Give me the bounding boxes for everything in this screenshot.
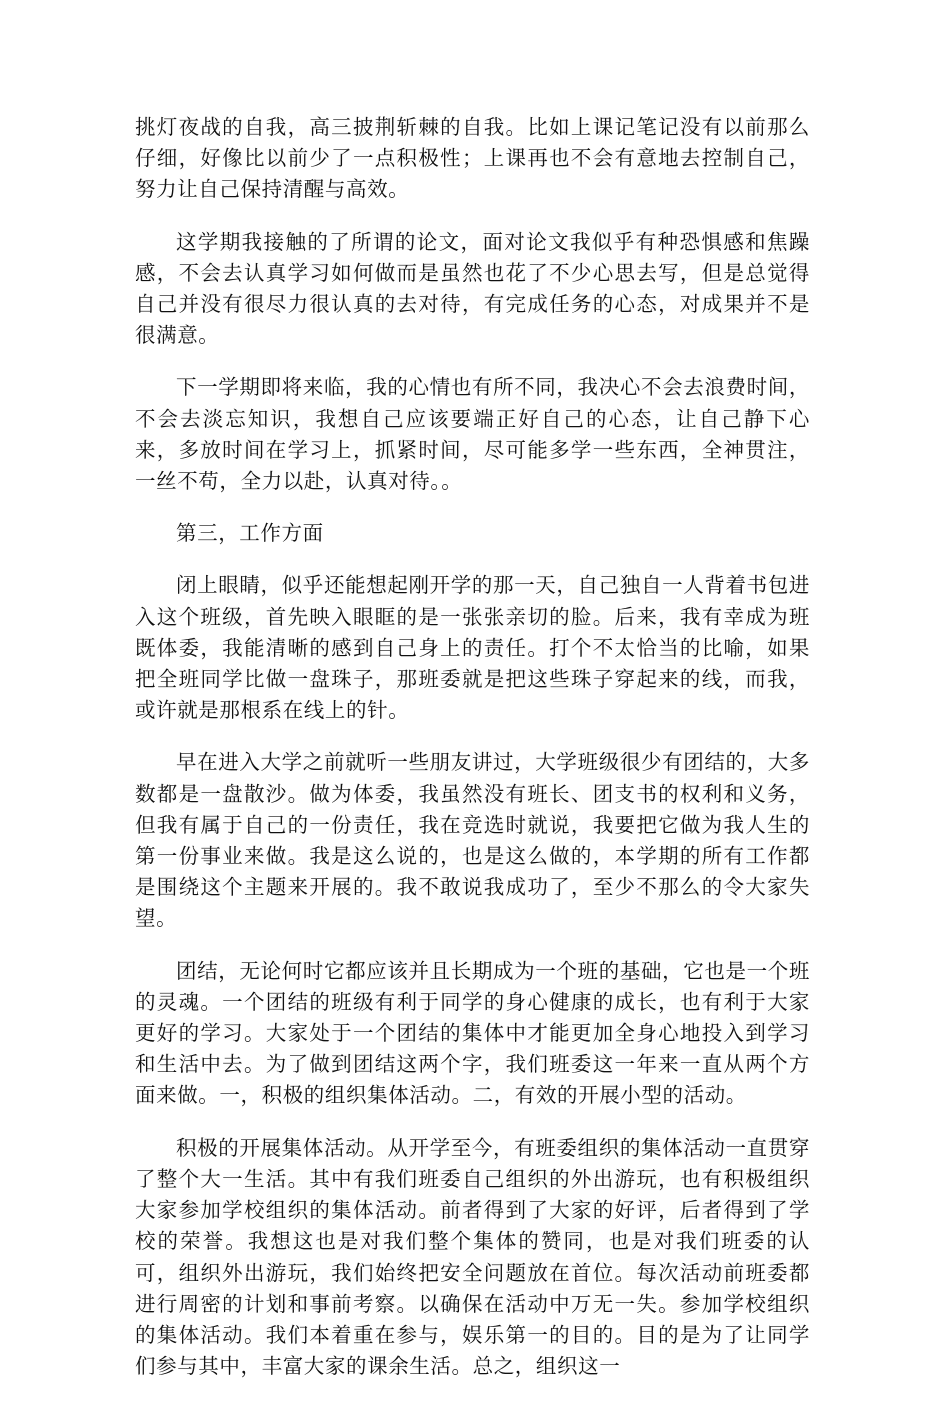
paragraph-continuation: 挑灯夜战的自我，高三披荆斩棘的自我。比如上课记笔记没有以前那么仔细，好像比以前少了一点积极性；上课再也不会有意地去控制自己，努力让自己保持清醒与高效。 — [135, 115, 810, 202]
paragraph-next-semester: 下一学期即将来临，我的心情也有所不同，我决心不会去浪费时间，不会去淡忘知识，我想自己应该要端正好自己的心态，让自己静下心来，多放时间在学习上，抓紧时间，尽可能多学一些东西，全神贯注，一丝不苟，全力以赴，认真对待。。 — [135, 375, 810, 494]
paragraph-thesis: 这学期我接触的了所谓的论文，面对论文我似乎有种恐惧感和焦躁感，不会去认真学习如何做而是虽然也花了不少心思去写，但是总觉得自己并没有很尽力很认真的去对待，有完成任务的心态，对成果并不是很满意。 — [135, 229, 810, 348]
paragraph-group-activities: 积极的开展集体活动。从开学至今，有班委组织的集体活动一直贯穿了整个大一生活。其中有我们班委自己组织的外出游玩，也有积极组织大家参加学校组织的集体活动。前者得到了大家的好评，后者得到了学校的荣誉。我想这也是对我们整个集体的赞同，也是对我们班委的认可，组织外出游玩，我们始终把安全问题放在首位。每次活动前班委都进行周密的计划和事前考察。以确保在活动中万无一失。参加学校组织的集体活动。我们本着重在参与，娱乐第一的目的。目的是为了让同学们参与其中，丰富大家的课余生活。总之，组织这一 — [135, 1135, 810, 1379]
paragraph-class-unity-intro: 早在进入大学之前就听一些朋友讲过，大学班级很少有团结的，大多数都是一盘散沙。做为体委，我虽然没有班长、团支书的权利和义务，但我有属于自己的一份责任，我在竞选时就说，我要把它做为我人生的第一份事业来做。我是这么说的，也是这么做的，本学期的所有工作都是围绕这个主题来开展的。我不敢说我成功了，至少不那么的令大家失望。 — [135, 750, 810, 931]
paragraph-first-day: 闭上眼睛，似乎还能想起刚开学的那一天，自己独自一人背着书包进入这个班级，首先映入眼眶的是一张张亲切的脸。后来，我有幸成为班既体委，我能清晰的感到自己身上的责任。打个不太恰当的比喻，如果把全班同学比做一盘珠子，那班委就是把这些珠子穿起来的线，而我，或许就是那根系在线上的针。 — [135, 573, 810, 723]
section-heading-work: 第三，工作方面 — [176, 521, 324, 546]
paragraph-unity: 团结，无论何时它都应该并且长期成为一个班的基础，它也是一个班的灵魂。一个团结的班级有利于同学的身心健康的成长，也有利于大家更好的学习。大家处于一个团结的集体中才能更加全身心地投入到学习和生活中去。为了做到团结这两个字，我们班委这一年来一直从两个方面来做。一，积极的组织集体活动。二，有效的开展小型的活动。 — [135, 958, 810, 1108]
document-page — [135, 112, 810, 1403]
